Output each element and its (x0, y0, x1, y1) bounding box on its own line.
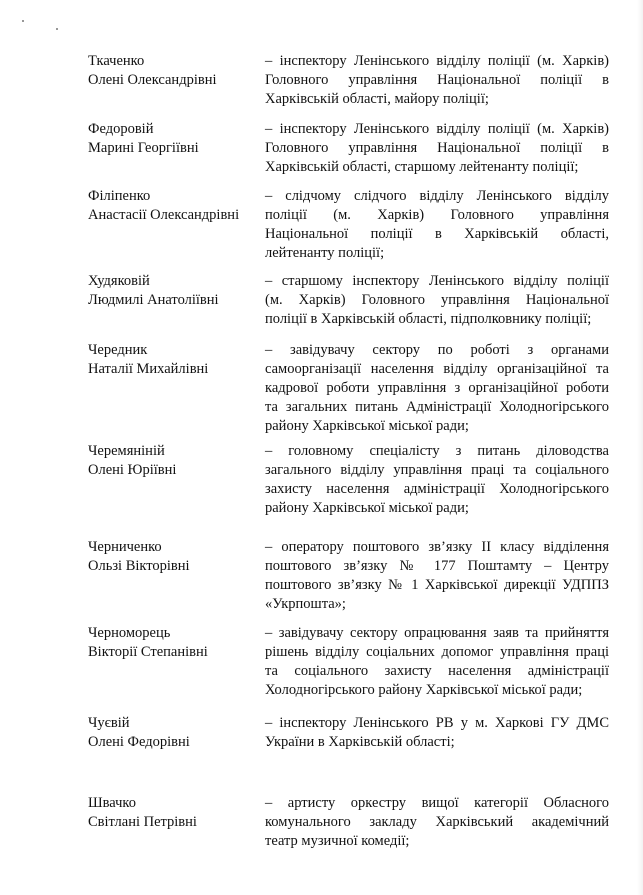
person-name-line: Анастасії Олександрівні (88, 207, 240, 223)
description-line: поштового зв’язку № 1 Харківської дирекції УДППЗ (265, 577, 609, 593)
position-description (265, 624, 609, 700)
person-name (88, 187, 263, 225)
person-name-line: Черноморець (88, 625, 171, 641)
person-name (88, 794, 263, 832)
position-description (265, 714, 609, 752)
description-line: району Харківської міської ради; (265, 500, 469, 516)
person-name (88, 442, 263, 480)
description-line: загального відділу управління праці та соціального (265, 462, 609, 478)
person-name-line: Світлані Петрівні (88, 814, 197, 830)
person-name (88, 624, 263, 662)
description-line: – інспектору Ленінського РВ у м. Харкові ГУ ДМС (265, 715, 609, 731)
person-name-line: Ткаченко (88, 53, 145, 69)
description-line: Головного управління Національної поліції в (265, 72, 609, 88)
description-line: Харківській області, старшому лейтенанту поліції; (265, 159, 579, 175)
description-line: району Харківської міської ради; (265, 418, 469, 434)
scan-edge-shadow (637, 0, 643, 895)
person-name-line: Федоровій (88, 121, 154, 137)
description-line: – слідчому слідчого відділу Ленінського відділу (265, 188, 609, 204)
description-line: – артисту оркестру вищої категорії Обласного (265, 795, 609, 811)
description-line: – інспектору Ленінського відділу поліції (м. Харків) (265, 53, 609, 69)
position-description (265, 442, 609, 518)
description-line: комунального закладу Харківський академічний (265, 814, 609, 830)
position-description (265, 187, 609, 263)
person-name-line: Марині Георгіївні (88, 140, 199, 156)
person-name-line: Олені Юріївні (88, 462, 177, 478)
description-line: – інспектору Ленінського відділу поліції (м. Харків) (265, 121, 609, 137)
description-line: – завідувачу сектору по роботі з органами (265, 342, 609, 358)
person-name-line: Наталії Михайлівні (88, 361, 209, 377)
description-line: кадрової роботи управління з організаційної роботи (265, 380, 609, 396)
description-line: захисту населення адміністрації Холодногірського (265, 481, 609, 497)
person-name-line: Людмилі Анатоліївні (88, 292, 219, 308)
scan-speck (22, 20, 24, 22)
position-description (265, 794, 609, 851)
description-line: (м. Харків) Головного управління Національної (265, 292, 609, 308)
person-name-line: Олені Федорівні (88, 734, 190, 750)
description-line: поліції в Харківській області, підполковнику поліції; (265, 311, 592, 327)
person-name-line: Філіпенко (88, 188, 151, 204)
person-name (88, 52, 263, 90)
description-line: театр музичної комедії; (265, 833, 410, 849)
description-line: поліції (м. Харків) Головного управління (265, 207, 609, 223)
person-name-line: Худяковій (88, 273, 150, 289)
scan-speck (56, 28, 58, 30)
person-name (88, 341, 263, 379)
description-line: Холодногірського району Харківської міської ради; (265, 682, 583, 698)
position-description (265, 538, 609, 614)
position-description (265, 52, 609, 109)
description-line: лейтенанту поліції; (265, 245, 385, 261)
description-line: рішень відділу соціальних допомог управління праці (265, 644, 609, 660)
description-line: Головного управління Національної поліції в (265, 140, 609, 156)
person-name-line: Олені Олександрівні (88, 72, 217, 88)
position-description (265, 341, 609, 436)
description-line: Національної поліції в Харківській області, (265, 226, 609, 242)
person-name-line: Чуєвій (88, 715, 130, 731)
position-description (265, 120, 609, 177)
description-line: Харківській області, майору поліції; (265, 91, 489, 107)
position-description (265, 272, 609, 329)
description-line: та загальних питань Адміністрації Холодногірського (265, 399, 609, 415)
description-line: України в Харківській області; (265, 734, 455, 750)
person-name (88, 714, 263, 752)
description-line: – оператору поштового зв’язку ІІ класу відділення (265, 539, 609, 555)
description-line: – старшому інспектору Ленінського відділу поліції (265, 273, 609, 289)
person-name-line: Черемяніній (88, 443, 165, 459)
person-name-line: Черниченко (88, 539, 162, 555)
person-name (88, 538, 263, 576)
person-name-line: Чередник (88, 342, 148, 358)
description-line: – завідувачу сектору опрацювання заяв та прийняття (265, 625, 609, 641)
description-line: – головному спеціалісту з питань діловодства (265, 443, 609, 459)
description-line: самоорганізації населення відділу організаційної та (265, 361, 609, 377)
description-line: та соціального захисту населення адміністрації (265, 663, 609, 679)
person-name-line: Ользі Вікторівні (88, 558, 190, 574)
person-name (88, 272, 263, 310)
description-line: «Укрпошта»; (265, 596, 346, 612)
person-name-line: Швачко (88, 795, 136, 811)
person-name-line: Вікторії Степанівні (88, 644, 208, 660)
description-line: поштового зв’язку № 177 Поштамту – Центру (265, 558, 609, 574)
person-name (88, 120, 263, 158)
